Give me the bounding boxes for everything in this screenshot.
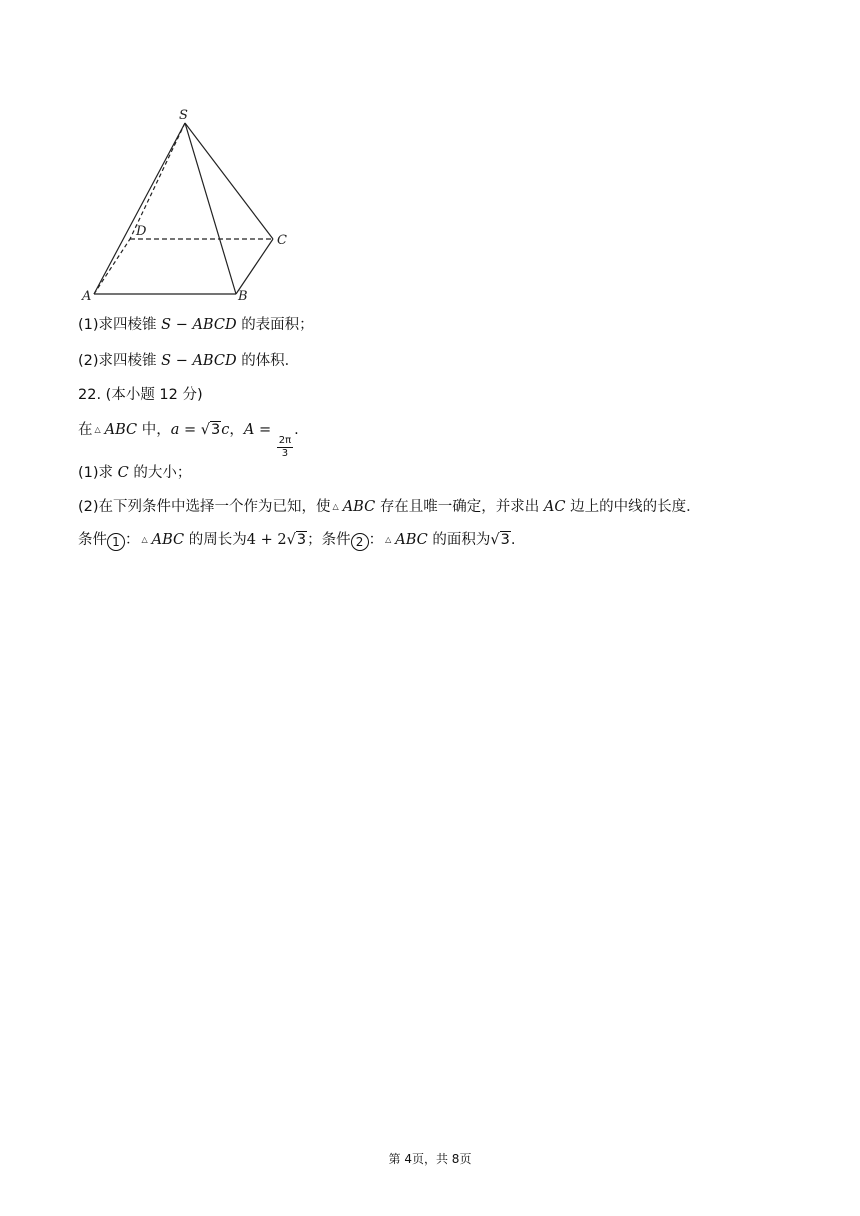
edge-SD: [130, 123, 185, 239]
triangle-symbol: △: [141, 535, 148, 544]
vertex-label-A: A: [82, 289, 92, 304]
pyramid-figure: [78, 104, 308, 304]
page-footer: 第 4页，共 8页: [388, 1152, 472, 1166]
triangle-symbol: △: [94, 425, 101, 434]
edge-SB: [185, 123, 236, 294]
triangle-symbol: △: [385, 535, 392, 544]
q21-part2: (2)求四棱锥 S − ABCD 的体积．: [78, 353, 300, 369]
edge-AD: [94, 239, 130, 294]
q22-header: 22. (本小题 12 分): [78, 387, 203, 403]
q22-stem: 在 △ ABC 中，a = √3c，A = $\frac{2\pi}{3}$ .: [78, 422, 299, 459]
q22-conditions: 条件 1 ： △ ABC 的周长为4 + 2√3；条件 2 ： △ ABC 的面积为√3.: [78, 532, 516, 549]
circled-number-1: 1: [107, 533, 125, 551]
q22-part1: (1)求 C 的大小；: [78, 465, 192, 481]
vertex-label-C: C: [277, 233, 287, 248]
edge-SA: [94, 123, 185, 294]
q22-part2: (2)在下列条件中选择一个作为已知，使 △ ABC 存在且唯一确定，并求出 AC 边上的中线的长度．: [78, 499, 701, 515]
circled-number-2: 2: [351, 533, 369, 551]
vertex-label-S: S: [179, 108, 188, 123]
edge-BC: [236, 239, 273, 294]
edge-SC: [185, 123, 273, 239]
sqrt-radicand: 3: [211, 422, 221, 438]
q21-part1: (1)求四棱锥 S − ABCD 的表面积；: [78, 317, 314, 333]
vertex-label-B: B: [238, 289, 248, 304]
fraction-2pi-3: $\frac{2\pi}{3}$: [278, 435, 292, 459]
triangle-symbol: △: [332, 502, 339, 511]
vertex-label-D: D: [136, 224, 147, 239]
